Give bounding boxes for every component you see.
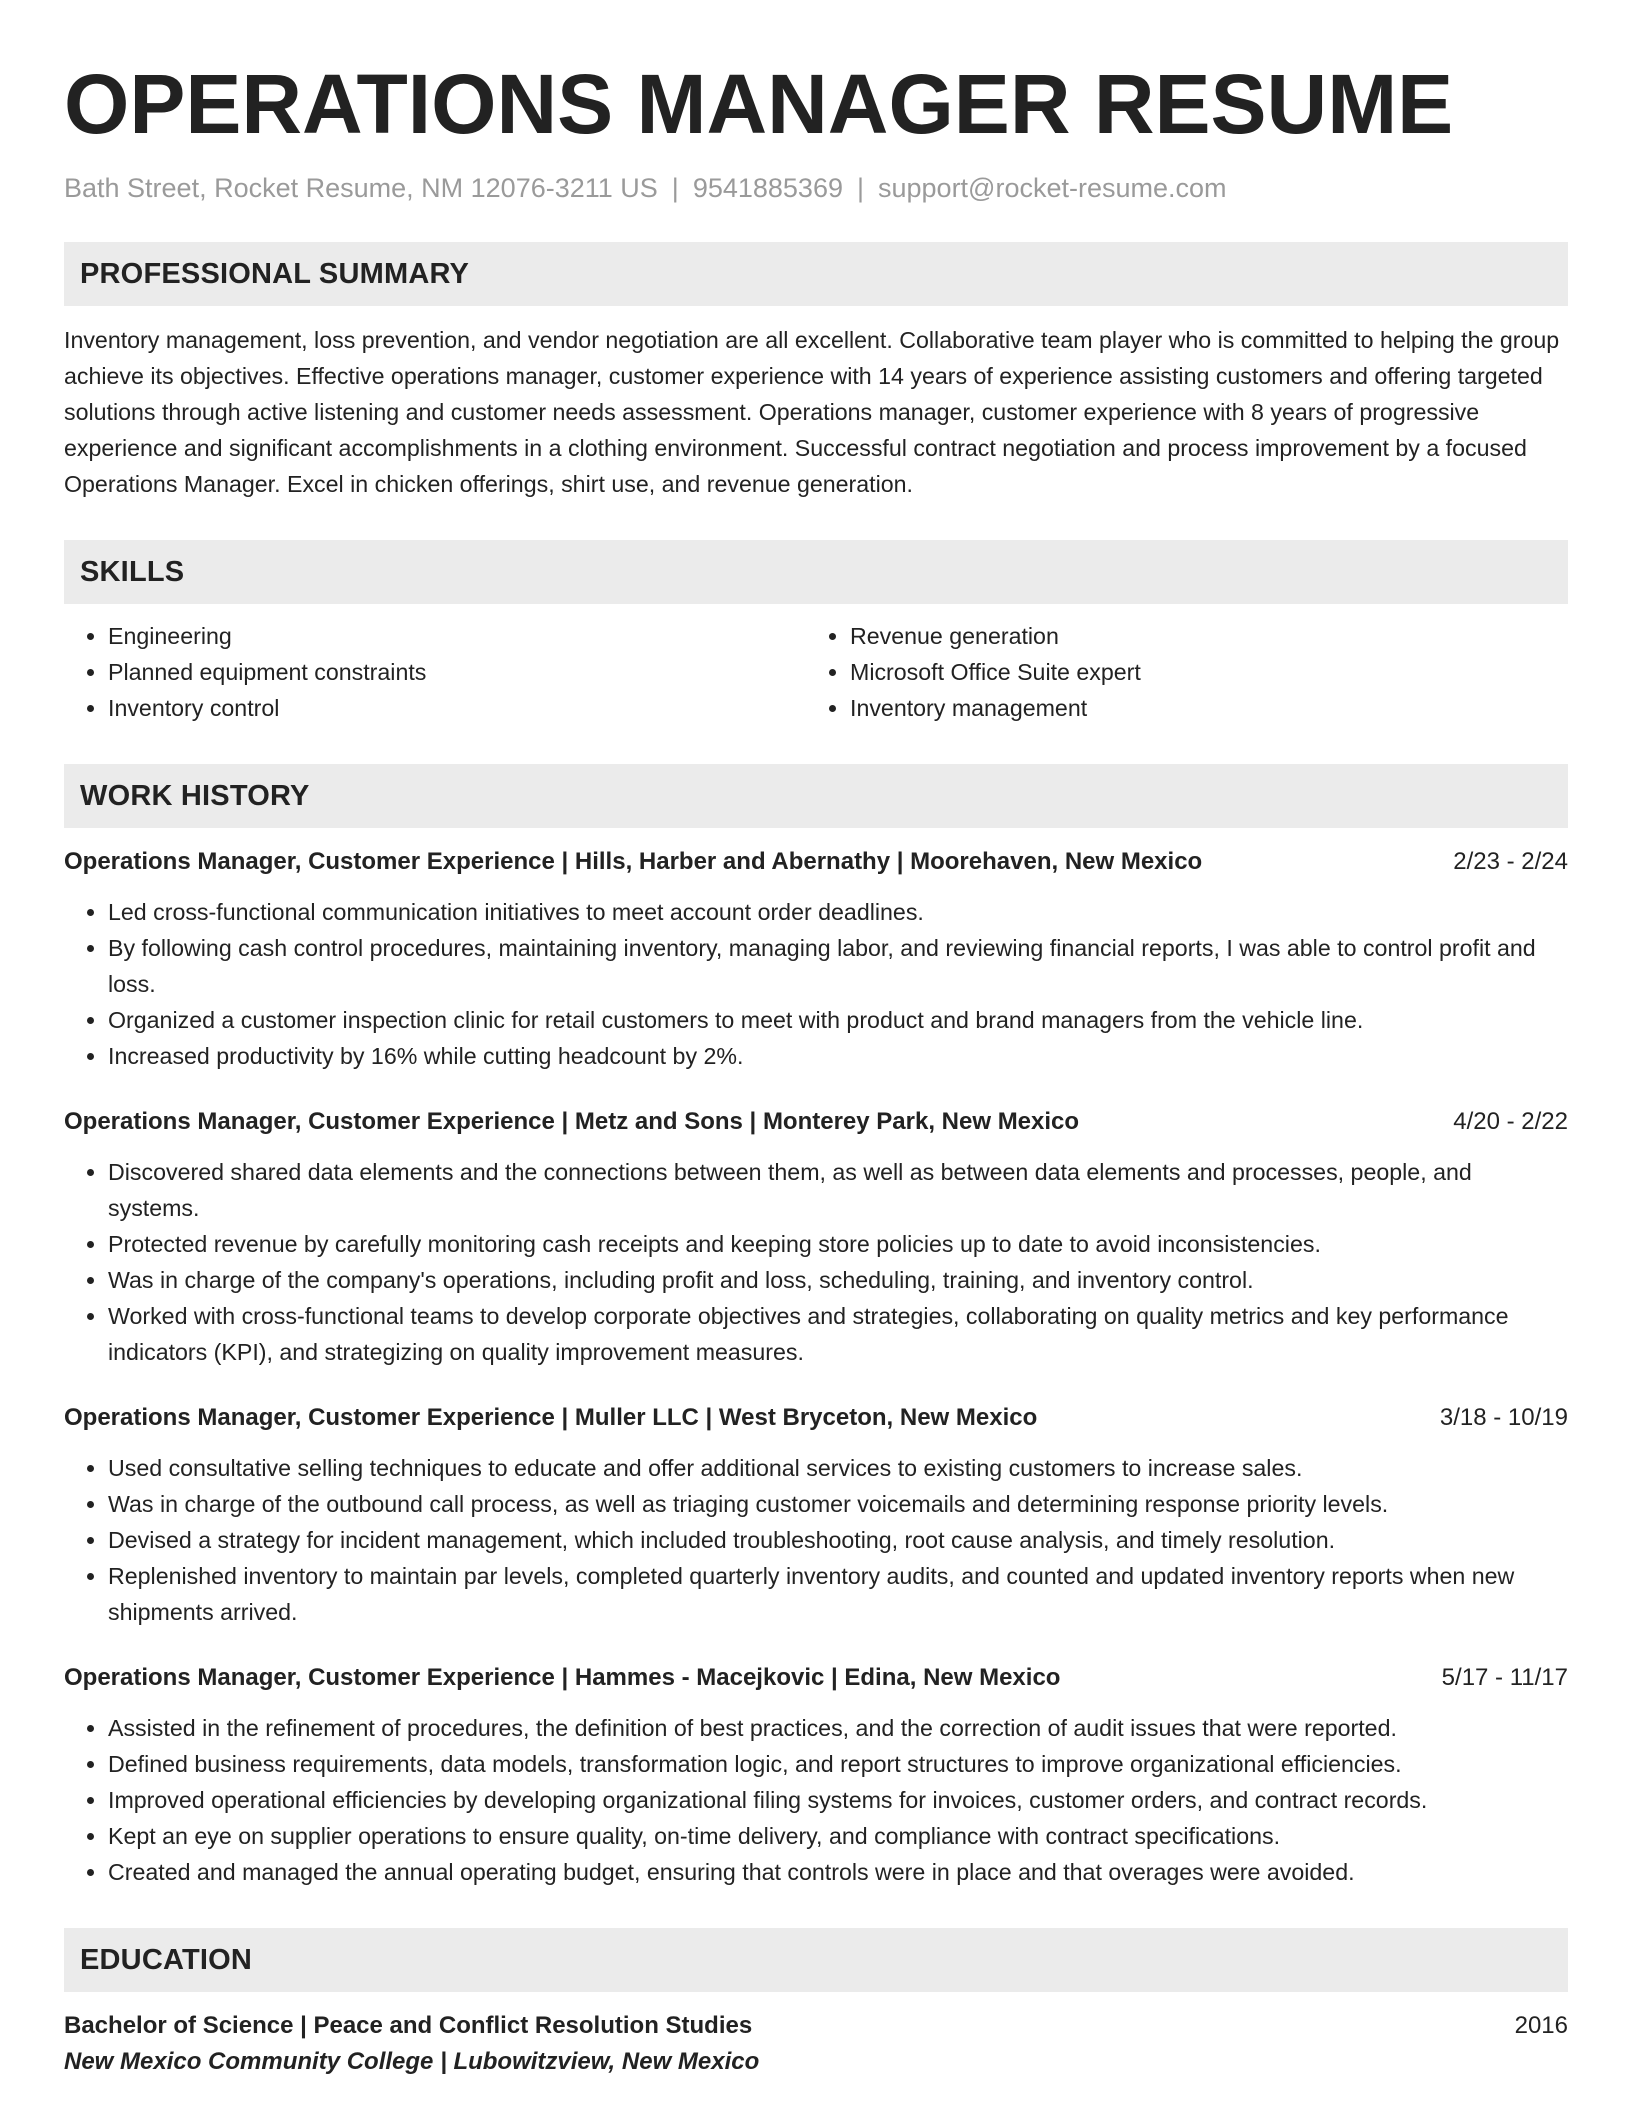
job-bullet: • Discovered shared data elements and the connections between them, as well as between data elements and processes, people, and systems. bbox=[108, 1154, 1568, 1226]
job-header bbox=[64, 1400, 1568, 1436]
job-bullets bbox=[64, 1710, 1568, 1890]
job-bullet: • Worked with cross-functional teams to develop corporate objectives and strategies, collaborating on quality metrics and key performance indicators (KPI), and strategizing on quality improvement measures. bbox=[108, 1298, 1568, 1370]
job-bullet: • Protected revenue by carefully monitoring cash receipts and keeping store policies up to date to avoid inconsistencies. bbox=[108, 1226, 1568, 1262]
job-bullet: • Defined business requirements, data models, transformation logic, and report structures to improve organizational efficiencies. bbox=[108, 1746, 1568, 1782]
skill-item: • Planned equipment constraints bbox=[108, 654, 806, 690]
skill-item: • Inventory control bbox=[108, 690, 806, 726]
job-bullet: • Increased productivity by 16% while cutting headcount by 2%. bbox=[108, 1038, 1568, 1074]
skills-list bbox=[64, 618, 1568, 726]
job-entry bbox=[64, 844, 1568, 1074]
skills-column-right bbox=[806, 618, 1548, 726]
skills-column-left bbox=[64, 618, 806, 726]
section-header-work-history: WORK HISTORY bbox=[64, 764, 1568, 828]
job-bullet: • Replenished inventory to maintain par levels, completed quarterly inventory audits, and counted and updated inventory reports when new shipments arrived. bbox=[108, 1558, 1568, 1630]
summary-text: Inventory management, loss prevention, and vendor negotiation are all excellent. Collaborative team player who is committed to helping the group achieve its objectives. Effective operations manager, customer experience with 14 years of experience assisting customers and offering targeted solutions through active listening and customer needs assessment. Operations manager, customer experience with 8 years of progressive experience and significant accomplishments in a clothing environment. Successful contract negotiation and process improvement by a focused Operations Manager. Excel in chicken offerings, shirt use, and revenue generation. bbox=[64, 327, 1560, 498]
job-bullet: • Led cross-functional communication initiatives to meet account order deadlines. bbox=[108, 894, 1568, 930]
contact-phone: 9541885369 bbox=[692, 173, 843, 203]
skill-item: • Microsoft Office Suite expert bbox=[850, 654, 1548, 690]
education-school: New Mexico Community College | Lubowitzview, New Mexico bbox=[64, 2048, 760, 2076]
job-title: Operations Manager, Customer Experience | Muller LLC | West Bryceton, New Mexico bbox=[64, 1404, 1038, 1432]
skill-item: • Engineering bbox=[108, 618, 806, 654]
contact-email: support@rocket-resume.com bbox=[878, 173, 1227, 203]
contact-separator: | bbox=[856, 173, 864, 203]
job-title: Operations Manager, Customer Experience | Hammes - Macejkovic | Edina, New Mexico bbox=[64, 1664, 1061, 1692]
job-bullet: • Assisted in the refinement of procedures, the definition of best practices, and the correction of audit issues that were reported. bbox=[108, 1710, 1568, 1746]
job-bullet: • By following cash control procedures, maintaining inventory, managing labor, and reviewing financial reports, I was able to control profit and loss. bbox=[108, 930, 1568, 1002]
job-title: Operations Manager, Customer Experience | Hills, Harber and Abernathy | Moorehaven, New Mexico bbox=[64, 848, 1203, 876]
education-entry bbox=[64, 2008, 1568, 2080]
job-entry bbox=[64, 1660, 1568, 1890]
job-date: 4/20 - 2/22 bbox=[1453, 1108, 1568, 1136]
education-year: 2016 bbox=[1514, 2012, 1568, 2040]
job-bullet: • Organized a customer inspection clinic for retail customers to meet with product and brand managers from the vehicle line. bbox=[108, 1002, 1568, 1038]
job-bullet: • Kept an eye on supplier operations to ensure quality, on-time delivery, and compliance with contract specifications. bbox=[108, 1818, 1568, 1854]
job-title: Operations Manager, Customer Experience | Metz and Sons | Monterey Park, New Mexico bbox=[64, 1108, 1080, 1136]
contact-address: Bath Street, Rocket Resume, NM 12076-3211 US bbox=[64, 173, 658, 203]
education-header bbox=[64, 2008, 1568, 2044]
job-bullet: • Created and managed the annual operating budget, ensuring that controls were in place and that overages were avoided. bbox=[108, 1854, 1568, 1890]
job-header bbox=[64, 1104, 1568, 1140]
job-header bbox=[64, 844, 1568, 880]
job-date: 5/17 - 11/17 bbox=[1441, 1664, 1568, 1692]
job-bullets bbox=[64, 1450, 1568, 1630]
job-date: 3/18 - 10/19 bbox=[1439, 1404, 1568, 1432]
section-header-summary: PROFESSIONAL SUMMARY bbox=[64, 242, 1568, 306]
section-header-skills: SKILLS bbox=[64, 540, 1568, 604]
job-entry bbox=[64, 1400, 1568, 1630]
skill-item: • Revenue generation bbox=[850, 618, 1548, 654]
contact-separator: | bbox=[671, 173, 679, 203]
job-bullets bbox=[64, 1154, 1568, 1370]
skill-item: • Inventory management bbox=[850, 690, 1548, 726]
section-header-education: EDUCATION bbox=[64, 1928, 1568, 1992]
job-bullet: • Devised a strategy for incident management, which included troubleshooting, root cause analysis, and timely resolution. bbox=[108, 1522, 1568, 1558]
job-bullet: • Improved operational efficiencies by developing organizational filing systems for invoices, customer orders, and contract records. bbox=[108, 1782, 1568, 1818]
job-date: 2/23 - 2/24 bbox=[1453, 848, 1568, 876]
job-bullet: • Was in charge of the outbound call process, as well as triaging customer voicemails and determining response priority levels. bbox=[108, 1486, 1568, 1522]
job-bullets bbox=[64, 894, 1568, 1074]
education-degree: Bachelor of Science | Peace and Conflict Resolution Studies bbox=[64, 2012, 753, 2040]
job-entry bbox=[64, 1104, 1568, 1370]
job-bullet: • Was in charge of the company's operations, including profit and loss, scheduling, training, and inventory control. bbox=[108, 1262, 1568, 1298]
job-header bbox=[64, 1660, 1568, 1696]
job-bullet: • Used consultative selling techniques to educate and offer additional services to existing customers to increase sales. bbox=[108, 1450, 1568, 1486]
resume-title: OPERATIONS MANAGER RESUME bbox=[64, 57, 1454, 151]
contact-line bbox=[64, 172, 1568, 204]
